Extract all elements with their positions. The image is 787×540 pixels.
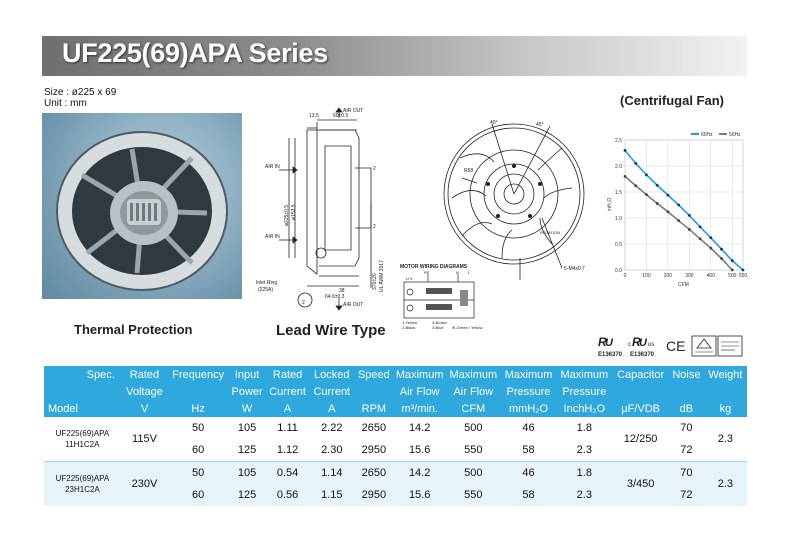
dim-13-5: 13.5 — [309, 113, 319, 119]
rotation-label: ROTATION — [540, 230, 561, 235]
hdr-cell: Speed — [354, 366, 393, 383]
hdr-cell — [44, 383, 121, 400]
ring-2a: 2 — [373, 166, 376, 172]
data-point — [688, 214, 691, 217]
data-point — [688, 228, 691, 231]
y-tick-label: 0.5 — [615, 242, 622, 248]
header-row-3 — [44, 400, 747, 417]
cul-mark-icon — [628, 335, 654, 349]
noise-cell: 70 — [669, 462, 704, 485]
pressure-inch-cell: 1.8 — [556, 462, 612, 485]
wiring-title: MOTOR WIRING DIAGRAMS — [400, 264, 468, 270]
airflow-m3-cell: 15.6 — [393, 484, 446, 506]
model-cell — [44, 417, 121, 462]
model-cell — [44, 462, 121, 507]
hdr-cell: Current — [266, 383, 309, 400]
hdr-cell: mmH₂O — [501, 400, 557, 417]
svg-text:us: us — [648, 342, 655, 348]
hz-cell: 50 — [168, 417, 228, 439]
data-point — [677, 219, 680, 222]
voltage-cell: 115V — [121, 417, 168, 462]
data-point — [624, 149, 627, 152]
dim-64-6: 64.6±0.3 — [325, 294, 345, 300]
angle-40: 40° — [490, 120, 498, 126]
dim-69: 69±0.5 — [333, 113, 349, 119]
rpm-cell: 2950 — [354, 439, 393, 462]
ring-2b: 2 — [373, 224, 376, 230]
hz-cell: 60 — [168, 484, 228, 506]
x-tick-label: 300 — [685, 273, 694, 279]
hdr-cell — [669, 383, 704, 400]
hdr-cell: Weight — [704, 366, 747, 383]
data-point — [731, 259, 734, 262]
rated-current-cell: 1.12 — [266, 439, 309, 462]
ce-mark: CE — [666, 338, 686, 354]
page-title: UF225(69)APA Series — [62, 38, 328, 68]
airflow-cfm-cell: 500 — [446, 417, 501, 439]
hdr-cell: Spec. — [44, 366, 121, 383]
data-point — [667, 210, 670, 213]
angle-45: 45° — [536, 122, 544, 128]
hdr-cell: W — [228, 400, 266, 417]
capacitor-cell: 12/250 — [612, 417, 669, 462]
hdr-cell: Maximum — [393, 366, 446, 383]
hdr-cell: m³/min. — [393, 400, 446, 417]
hdr-cell: Voltage — [121, 383, 168, 400]
x-tick-label: 500 — [728, 273, 737, 279]
hdr-cell: A — [266, 400, 309, 417]
power-cell: 125 — [228, 484, 266, 506]
tuv-mark-icon — [692, 336, 716, 356]
airflow-cfm-cell: 550 — [446, 439, 501, 462]
y-axis-label: inH₂O — [607, 197, 613, 211]
side-view-drawing — [255, 108, 395, 318]
hdr-cell: Model — [44, 400, 121, 417]
hdr-cell: Locked — [309, 366, 354, 383]
hdr-cell: μF/VDB — [612, 400, 669, 417]
y-tick-label: 1.5 — [615, 190, 622, 196]
x-tick-label: 0 — [623, 273, 627, 279]
performance-chart — [603, 126, 748, 301]
hdr-cell — [612, 383, 669, 400]
hdr-cell: Hz — [168, 400, 228, 417]
pressure-inch-cell: 2.3 — [556, 484, 612, 506]
hdr-cell — [704, 383, 747, 400]
x-tick-label: 550 — [738, 273, 748, 279]
data-point — [645, 173, 648, 176]
hdr-cell: Capacitor — [612, 366, 669, 383]
hdr-cell: Maximum — [556, 366, 612, 383]
dim-370: 370±20 — [372, 273, 378, 290]
dim-225: ø225±0.5 — [284, 204, 290, 226]
x-tick-label: 100 — [642, 273, 651, 279]
svg-text:U: U — [605, 337, 613, 349]
ul-number-1: E136370 — [598, 352, 623, 358]
hdr-cell: Frequency — [168, 366, 228, 383]
hdr-cell — [354, 383, 393, 400]
locked-current-cell: 1.14 — [309, 462, 354, 485]
legend-label: 50Hz — [729, 132, 741, 138]
pressure-mm-cell: 46 — [501, 417, 557, 439]
locked-current-cell: 2.30 — [309, 439, 354, 462]
data-point — [656, 202, 659, 205]
hdr-cell: Rated — [266, 366, 309, 383]
hdr-cell: InchH₂O — [556, 400, 612, 417]
rated-current-cell: 1.11 — [266, 417, 309, 439]
rpm-cell: 2650 — [354, 462, 393, 485]
pressure-inch-cell: 1.8 — [556, 417, 612, 439]
data-point — [709, 247, 712, 250]
pressure-mm-cell: 58 — [501, 439, 557, 462]
hdr-cell: CFM — [446, 400, 501, 417]
screw-label: 5-M4x0.7 — [564, 266, 585, 272]
power-cell: 105 — [228, 417, 266, 439]
ring-2c: 2 — [302, 300, 305, 306]
data-point — [624, 175, 627, 178]
ul-mark-icon — [598, 335, 614, 349]
rpm-cell: 2950 — [354, 484, 393, 506]
size-line: Size : ø225 x 69 — [44, 87, 117, 98]
hdr-cell: A — [309, 400, 354, 417]
hdr-cell: Pressure — [501, 383, 557, 400]
dim-38: 38 — [339, 288, 345, 294]
model-line: 11H1C2A — [65, 440, 100, 449]
data-point — [645, 193, 648, 196]
certification-marks — [596, 334, 746, 360]
x-tick-label: 400 — [706, 273, 715, 279]
y-tick-label: 0.0 — [615, 268, 622, 274]
air-in-top-label: AIR IN — [265, 164, 280, 170]
hdr-cell: Current — [309, 383, 354, 400]
unit-line: Unit : mm — [44, 98, 87, 109]
hdr-cell — [168, 383, 228, 400]
data-point — [656, 184, 659, 187]
plot-area — [625, 140, 743, 270]
hdr-cell: V — [121, 400, 168, 417]
certificate-mark-icon — [718, 336, 742, 356]
wiring-uv: U V — [406, 276, 413, 281]
x-axis-label: CFM — [678, 282, 689, 288]
data-point — [634, 162, 637, 165]
hdr-cell: dB — [669, 400, 704, 417]
y-tick-label: 1.0 — [615, 216, 622, 222]
leadwire-caption: Lead Wire Type — [276, 322, 386, 339]
airflow-cfm-cell: 500 — [446, 462, 501, 485]
hdr-cell: RPM — [354, 400, 393, 417]
airflow-m3-cell: 14.2 — [393, 462, 446, 485]
airflow-m3-cell: 15.6 — [393, 439, 446, 462]
power-cell: 105 — [228, 462, 266, 485]
locked-current-cell: 1.15 — [309, 484, 354, 506]
model-line: 23H1C2A — [65, 485, 100, 494]
wiring-note-e: ⊕-Green / Yellow — [452, 325, 483, 330]
weight-cell: 2.3 — [704, 462, 747, 507]
airflow-m3-cell: 14.2 — [393, 417, 446, 439]
pressure-inch-cell: 2.3 — [556, 439, 612, 462]
hdr-cell: Rated — [121, 366, 168, 383]
data-point — [699, 225, 702, 228]
airflow-cfm-cell: 550 — [446, 484, 501, 506]
locked-current-cell: 2.22 — [309, 417, 354, 439]
fan-photo-illustration — [42, 113, 242, 299]
rated-current-cell: 0.56 — [266, 484, 309, 506]
air-in-bottom-label: AIR IN — [265, 234, 280, 240]
hdr-cell: Air Flow — [393, 383, 446, 400]
svg-text:R: R — [632, 335, 641, 349]
data-point — [699, 237, 702, 240]
wiring-n: N — [456, 270, 459, 275]
y-tick-label: 2.0 — [615, 164, 622, 170]
svg-text:R: R — [598, 335, 607, 349]
wiring-note-a: 1-Yellow — [402, 320, 417, 325]
weight-cell: 2.3 — [704, 417, 747, 462]
noise-cell: 72 — [669, 439, 704, 462]
data-point — [677, 204, 680, 207]
hdr-cell: Power — [228, 383, 266, 400]
hdr-cell: Pressure — [556, 383, 612, 400]
capacitor-cell: 3/450 — [612, 462, 669, 507]
ul-number-2: E136370 — [630, 352, 655, 358]
wiring-pe: PE — [424, 270, 430, 275]
hdr-cell: Maximum — [446, 366, 501, 383]
r58-label: R58 — [464, 168, 474, 174]
table-row — [44, 417, 747, 439]
data-point — [709, 236, 712, 239]
voltage-cell: 230V — [121, 462, 168, 507]
data-point — [667, 194, 670, 197]
wiring-l: L — [468, 270, 471, 275]
svg-text:U: U — [639, 337, 647, 349]
air-out-top-label: AIR OUT — [343, 108, 364, 114]
data-point — [731, 269, 734, 272]
hdr-cell: kg — [704, 400, 747, 417]
svg-text:c: c — [628, 342, 631, 348]
wiring-note-b: 2-Black — [402, 325, 416, 330]
rated-current-cell: 0.54 — [266, 462, 309, 485]
hdr-cell: Noise — [669, 366, 704, 383]
rpm-cell: 2650 — [354, 417, 393, 439]
data-point — [742, 269, 745, 272]
x-tick-label: 200 — [663, 273, 673, 279]
ul-awm: UL AWM 2517 — [379, 260, 385, 292]
model-line: UF225(69)APA — [55, 429, 110, 438]
inlet-ring-code: (225A) — [258, 287, 274, 293]
noise-cell: 72 — [669, 484, 704, 506]
pressure-mm-cell: 58 — [501, 484, 557, 506]
data-point — [720, 248, 723, 251]
hz-cell: 60 — [168, 439, 228, 462]
table-row — [44, 462, 747, 485]
hz-cell: 50 — [168, 462, 228, 485]
dim-153-5: ø153.5 — [291, 204, 297, 220]
header-row-1 — [44, 366, 747, 383]
hdr-cell: Air Flow — [446, 383, 501, 400]
data-point — [634, 184, 637, 187]
header-row-2 — [44, 383, 747, 400]
fan-photo — [42, 113, 242, 299]
wiring-note-c: 3-Brown — [432, 320, 447, 325]
thermal-caption: Thermal Protection — [74, 322, 193, 337]
pressure-mm-cell: 46 — [501, 462, 557, 485]
motor-wiring-diagram — [398, 262, 493, 334]
legend-label: 60Hz — [701, 132, 713, 138]
spec-table — [44, 366, 747, 506]
air-out-bottom-label: AIR OUT — [343, 302, 364, 308]
power-cell: 125 — [228, 439, 266, 462]
y-tick-label: 2.5 — [615, 138, 622, 144]
inlet-ring-label: Inlet Ring — [256, 280, 278, 286]
model-line: UF225(69)APA — [55, 474, 110, 483]
data-point — [720, 257, 723, 260]
hdr-cell: Maximum — [501, 366, 557, 383]
hdr-cell: Input — [228, 366, 266, 383]
fan-type-label: (Centrifugal Fan) — [620, 93, 724, 108]
noise-cell: 70 — [669, 417, 704, 439]
wiring-note-d: 4-Blue — [432, 325, 444, 330]
